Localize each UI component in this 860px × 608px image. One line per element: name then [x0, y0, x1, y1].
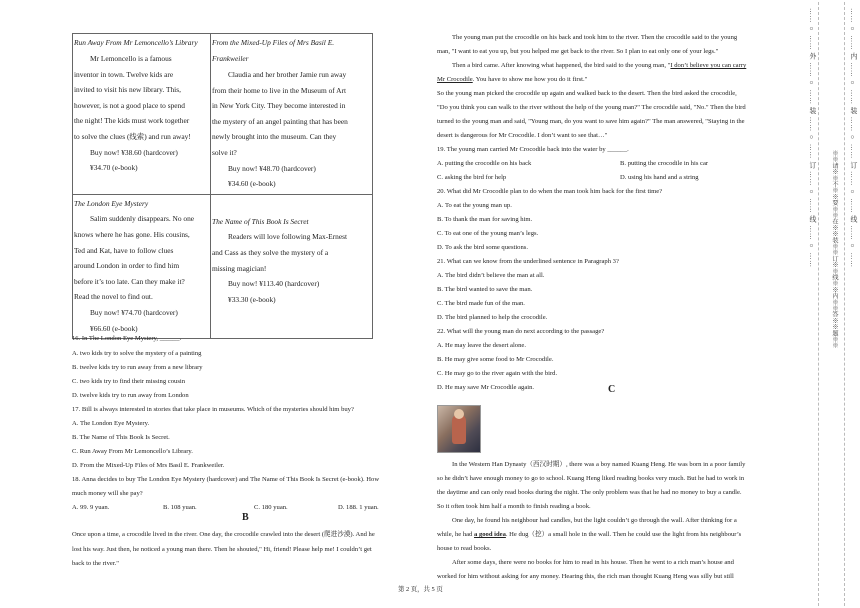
- book-desc-line: around London in order to find him: [74, 261, 180, 271]
- book-title: The Name of This Book Is Secret: [212, 216, 309, 226]
- passage-line: lost his way. Just then, he noticed a young man there. Then he shouted," Hi, friend! Please help me! I couldn’t get: [72, 546, 372, 553]
- option: A. 99. 9 yuan.: [72, 504, 110, 511]
- book-desc-line: Read the novel to find out.: [74, 292, 153, 302]
- book-desc-line: missing magician!: [212, 263, 267, 273]
- option: D. using his hand and a string: [620, 174, 699, 181]
- book-price-hardcover: Buy now! ¥113.40 (hardcover): [228, 279, 320, 289]
- book-desc-line: the mystery of an angel painting that has been: [212, 116, 348, 126]
- book-price-ebook: ¥34.70 (e-book): [90, 163, 138, 173]
- option: B. putting the crocodile in his car: [620, 160, 709, 167]
- book-desc-line: newly brought into the museum. Can they: [212, 132, 337, 142]
- passage-line: "Do you think you can walk to the river without the help of the young man?" The crocodile said, "No." Then the bird: [437, 104, 746, 111]
- option: D. twelve kids try to run away from London: [72, 392, 189, 399]
- option: D. He may save Mr Crocodile again.: [437, 384, 535, 391]
- passage-line: back to the river.": [72, 560, 119, 567]
- passage-line: In the Western Han Dynasty（西汉时期）, there was a boy named Kuang Heng. He was born in a poor family: [452, 461, 746, 468]
- book-cell-london-eye: [73, 194, 211, 338]
- book-desc-line: the night! The kids must work together: [74, 116, 190, 126]
- passage-line: One day, he found his neighbour had candles, but the light couldn’t go through the wall. After thinking for a: [452, 517, 737, 524]
- option: C. asking the bird for help: [437, 174, 507, 181]
- book-cell-lemoncello: [73, 34, 211, 195]
- passage-text: . You have to show me how you do it first.": [472, 76, 588, 83]
- book-desc-line: Salim suddenly disappears. No one: [90, 214, 195, 224]
- option: D. To ask the bird some questions.: [437, 244, 528, 251]
- book-desc-line: before it’s too late. Can they make it?: [74, 276, 185, 286]
- passage-line: So it often took him half a month to finish reading a book.: [437, 503, 591, 510]
- option: B. The bird wanted to save the man.: [437, 286, 533, 293]
- book-price-ebook: ¥66.60 (e-book): [90, 323, 138, 333]
- option: A. The London Eye Mystery.: [72, 420, 150, 427]
- passage-line: turned to the young man and said, "Young man, do you want to save him again?" The man answered, "Staying in the: [437, 118, 745, 125]
- book-desc-line: Claudia and her brother Jamie run away: [228, 70, 347, 79]
- book-desc-line: to solve the clues (线索) and run away!: [74, 131, 191, 141]
- book-price-hardcover: Buy now! ¥38.60 (hardcover): [90, 147, 178, 157]
- question-19: 19. The young man carried Mr Crocodile back into the water by ______.: [437, 146, 629, 153]
- passage-line: [452, 61, 746, 71]
- binding-line: [844, 2, 845, 606]
- section-heading-b: B: [242, 512, 249, 523]
- passage-line: [437, 75, 587, 85]
- option: B. 108 yuan.: [163, 504, 197, 511]
- book-title: The London Eye Mystery: [74, 198, 149, 208]
- binding-margin: [800, 0, 860, 608]
- passage-line: [437, 530, 741, 540]
- book-desc-line: in New York City. They become interested in: [212, 101, 346, 111]
- option: C. To eat one of the young man’s legs.: [437, 230, 539, 237]
- underlined-phrase: a good idea: [474, 531, 506, 538]
- book-desc-line: and Cass as they solve the mystery of a: [212, 247, 329, 257]
- option: B. He may give some food to Mr Crocodile.: [437, 356, 554, 363]
- question-16: 16. In The London Eye Mystery, ______.: [72, 335, 182, 342]
- option: B. twelve kids try to run away from a new library: [72, 364, 203, 371]
- book-title: From the Mixed-Up Files of Mrs Basil E. Frankweiler: [212, 38, 335, 63]
- option: C. two kids try to find their missing cousin: [72, 378, 186, 385]
- book-desc-line: knows where he has gone. His cousins,: [74, 229, 190, 239]
- passage-line: After some days, there were no books for him to read in his house. Then he went to a rich man’s house and: [452, 559, 734, 566]
- book-desc-line: Mr Lemoncello is a famous: [90, 54, 172, 63]
- section-heading-c: C: [608, 384, 616, 395]
- question-18-cont: much money will she pay?: [72, 490, 143, 497]
- question-18: 18. Anna decides to buy The London Eye Mystery (hardcover) and The Name of This Book Is Secret (e-book). How: [72, 476, 380, 483]
- passage-line: man, "I want to eat you up, but you helped me get back to the river. So I plan to eat only one of your legs.": [437, 48, 719, 55]
- book-desc-line: however, is not a good place to spend: [74, 100, 185, 110]
- question-20: 20. What did Mr Crocodile plan to do when the man took him back for the first time?: [437, 188, 663, 195]
- passage-line: house to read books.: [437, 545, 492, 552]
- book-desc-line: Ted and Kat, have to follow clues: [74, 245, 174, 255]
- passage-line: worked for him without asking for any money. Hearing this, the rich man thought Kuang Heng was silly but still: [437, 573, 734, 580]
- page-footer: 第 2 页，共 5 页: [398, 586, 443, 593]
- book-desc-line: invited to visit his new library. This,: [74, 85, 181, 95]
- book-price-ebook: ¥33.30 (e-book): [228, 294, 276, 304]
- figure-head: [454, 409, 464, 419]
- binding-warning: ※※请※※不※※要※※在※※装※※订※※线※※内※※答※※题※※: [831, 150, 838, 349]
- underlined-sentence: I don’t believe you can carry: [670, 62, 747, 69]
- option: B. To thank the man for saving him.: [437, 216, 533, 223]
- option: D. The bird planned to help the crocodile.: [437, 314, 548, 321]
- option: C. He may go to the river again with the bird.: [437, 370, 558, 377]
- question-17: 17. Bill is always interested in stories that take place in museums. Which of the mysteries should him buy?: [72, 406, 354, 413]
- passage-line: So the young man picked the crocodile up again and walked back to the desert. Then the bird asked the crocodile,: [437, 90, 737, 97]
- book-price-hardcover: Buy now! ¥48.70 (hardcover): [228, 163, 316, 173]
- underlined-sentence: Mr Crocodile: [437, 76, 473, 83]
- option: C. 180 yuan.: [254, 504, 288, 511]
- binding-dots-inner: …… ○ …… 内 …… ○ …… 装 …… ○ …… 订 …… ○ …… 线 …… ○ ……: [849, 8, 856, 268]
- option: A. The bird didn’t believe the man at all.: [437, 272, 545, 279]
- question-21: 21. What can we know from the underlined sentence in Paragraph 3?: [437, 258, 619, 265]
- binding-dots-outer: …… ○ …… 外 …… ○ …… 装 …… ○ …… 订 …… ○ …… 线 …… ○ ……: [808, 8, 815, 268]
- option: B. The Name of This Book Is Secret.: [72, 434, 170, 441]
- option: A. He may leave the desert alone.: [437, 342, 526, 349]
- book-table: [72, 33, 373, 339]
- option: C. Run Away From Mr Lemoncello’s Library.: [72, 448, 193, 455]
- passage-text: while, he had: [437, 531, 474, 538]
- book-price-hardcover: Buy now! ¥74.70 (hardcover): [90, 307, 178, 317]
- book-desc-line: from their home to live in the Museum of Art: [212, 85, 347, 95]
- book-title: Run Away From Mr Lemoncello’s Library: [74, 38, 198, 47]
- passage-line: Once upon a time, a crocodile lived in the river. One day, the crocodile crawled into the desert (爬进沙漠). And he: [72, 531, 375, 538]
- book-price-ebook: ¥34.60 (e-book): [228, 179, 276, 189]
- binding-line: [818, 2, 819, 606]
- option: A. two kids try to solve the mystery of a painting: [72, 350, 202, 357]
- book-desc-line: inventor in town. Twelve kids are: [74, 69, 174, 79]
- kuang-heng-illustration: [437, 405, 481, 453]
- question-22: 22. What will the young man do next according to the passage?: [437, 328, 605, 335]
- passage-line: the daytime and can only read books during the night. The only problem was that he had no money to buy a candle.: [437, 489, 742, 496]
- option: A. putting the crocodile on his back: [437, 160, 532, 167]
- book-desc-line: Readers will love following Max-Ernest: [228, 232, 348, 242]
- passage-text: . He dug（挖）a small hole in the wall. Then he could use the light from his neighbour’s: [505, 531, 742, 538]
- passage-text: Then a bird came. After knowing what happened, the bird said to the young man, ": [452, 62, 671, 69]
- book-desc-line: solve it?: [212, 147, 237, 157]
- option: A. To eat the young man up.: [437, 202, 512, 209]
- passage-line: desert is dangerous for Mr Crocodile. I don’t want to see that…": [437, 132, 608, 139]
- option: D. 188. 1 yuan.: [338, 504, 379, 511]
- book-cell-frankweiler: [211, 34, 373, 195]
- passage-line: The young man put the crocodile on his back and took him to the river. Then the crocodile said to the young: [452, 34, 738, 41]
- passage-line: so he didn’t have enough money to go to school. Kuang Heng liked reading books very much. But he had to work in: [437, 475, 745, 482]
- option: D. From the Mixed-Up Files of Mrs Basil E. Frankweiler.: [72, 462, 225, 469]
- option: C. The bird made fun of the man.: [437, 300, 525, 307]
- book-cell-secret: [211, 194, 373, 338]
